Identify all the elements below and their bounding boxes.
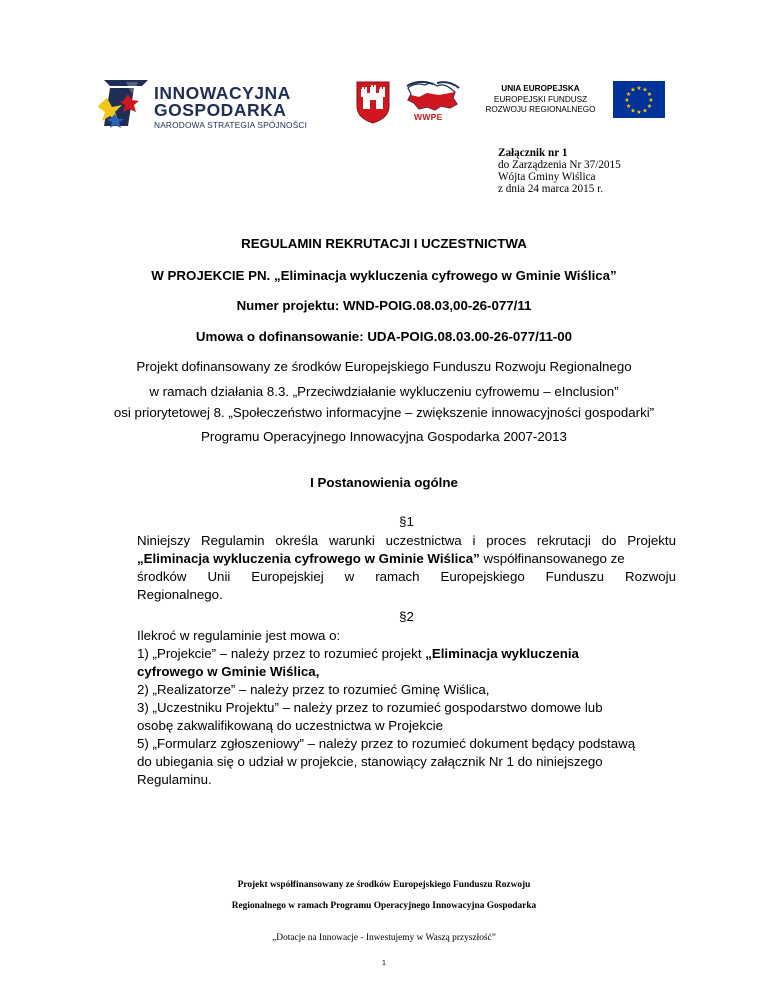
innowacyjna-gospodarka-logo [98, 74, 318, 134]
page-number: 1 [382, 960, 386, 967]
definition-item-3-cont: osobę zakwalifikowaną do uczestnictwa w Projekcie [137, 718, 443, 733]
annex-title: Załącznik nr 1 [498, 147, 568, 159]
svg-text:★: ★ [625, 103, 632, 110]
poland-map-icon [405, 80, 463, 112]
svg-text:★: ★ [636, 109, 642, 116]
svg-text:★: ★ [624, 97, 630, 104]
svg-text:★: ★ [642, 107, 648, 115]
footer-slogan: „Dotacje na Innowacje - Inwestujemy w Waszą przyszłość” [272, 933, 496, 943]
document-title: REGULAMIN REKRUTACJI I UCZESTNICTWA [241, 236, 527, 251]
definition-item-1 [137, 645, 676, 663]
definition-item-2: 2) „Realizatorze” – należy przez to rozumieć Gminę Wiślica, [137, 682, 490, 697]
svg-text:★: ★ [642, 86, 648, 94]
definition-item-3: 3) „Uczestniku Projektu” – należy przez to rozumieć gospodarstwo domowe lub [137, 700, 603, 715]
svg-text:★: ★ [625, 91, 632, 98]
svg-text:★: ★ [636, 85, 642, 92]
definition-item-1-text: 1) „Projekcie” – należy przez to rozumieć projekt [137, 646, 422, 661]
funding-line-2: w ramach działania 8.3. „Przeciwdziałanie wykluczeniu cyfrowemu – eInclusion” [149, 384, 619, 399]
footer-line-2: Regionalnego w ramach Programu Operacyjnego Innowacyjna Gospodarka [231, 901, 537, 911]
paragraph-2-mark: §2 [399, 609, 414, 624]
innowacyjna-gospodarka-emblem-icon [98, 74, 154, 134]
footer-line-1: Projekt współfinansowany ze środków Europejskiego Funduszu Rozwoju [237, 880, 531, 890]
definition-item-5: 5) „Formularz zgłoszeniowy” – należy przez to rozumieć dokument będący podstawą [137, 736, 636, 751]
municipal-crest-logo [355, 80, 391, 124]
funding-line-1: Projekt dofinansowany ze środków Europejskiego Funduszu Rozwoju Regionalnego [136, 359, 632, 374]
logo-gospodarka-title: GOSPODARKA [154, 100, 287, 120]
paragraph-1-line-2 [137, 550, 676, 568]
project-name-bold: „Eliminacja wykluczenia cyfrowego w Gminie Wiślica” [137, 551, 480, 566]
project-number: Numer projektu: WND-POIG.08.03,00-26-077/11 [236, 298, 532, 313]
annex-date: z dnia 24 marca 2015 r. [498, 183, 604, 195]
svg-text:★: ★ [646, 91, 653, 98]
svg-text:★: ★ [630, 107, 636, 115]
coat-of-arms-icon [355, 80, 391, 124]
paragraph-2 [137, 627, 676, 789]
definition-item-5-cont: do ubiegania się o udział w projekcie, stanowiący załącznik Nr 1 do niniejszego [137, 754, 603, 769]
definition-item-1-bold: „Eliminacja wykluczenia [425, 646, 579, 661]
funding-line-4: Programu Operacyjnego Innowacyjna Gospodarka 2007-2013 [201, 429, 567, 444]
annex-order: do Zarządzenia Nr 37/2015 [498, 159, 621, 171]
wwpe-logo [405, 80, 463, 124]
project-name-heading: W PROJEKCIE PN. „Eliminacja wykluczenia cyfrowego w Gminie Wiślica” [151, 268, 617, 283]
paragraph-1-line-4: Regionalnego. [137, 587, 223, 602]
section-title: I Postanowienia ogólne [310, 475, 458, 490]
paragraph-1-mark: §1 [399, 514, 414, 529]
paragraph-1 [137, 532, 676, 604]
svg-text:★: ★ [630, 86, 636, 94]
wwpe-label: WWPE [414, 112, 443, 122]
definition-item-1-cont [137, 663, 676, 681]
paragraph-1-line-1: Niniejszy Regulamin określa warunki uczestnictwa i proces rekrutacji do Projektu [137, 533, 676, 548]
eu-flag-logo [613, 81, 665, 118]
definition-item-5-end: Regulaminu. [137, 772, 212, 787]
definition-item-1-bold-2: cyfrowego w Gminie Wiślica, [137, 664, 320, 679]
annex-note [498, 147, 621, 195]
paragraph-1-line-2-rest: współfinansowanego ze [479, 551, 625, 566]
contract-number: Umowa o dofinansowanie: UDA-POIG.08.03.00-26-077/11-00 [195, 329, 573, 344]
paragraph-1-line-3: środków Unii Europejskiej w ramach Europejskiego Funduszu Rozwoju [137, 569, 676, 584]
eu-fund-label [478, 84, 603, 116]
annex-authority: Wójta Gminy Wiślica [498, 171, 596, 183]
svg-text:★: ★ [646, 103, 653, 110]
logo-strategia-subtitle: NARODOWA STRATEGIA SPÓJNOŚCI [154, 120, 308, 130]
logo-innowacyjna-title: INNOWACYJNA [154, 83, 291, 103]
eu-label-line1: UNIA EUROPEJSKA [501, 84, 580, 93]
svg-text:★: ★ [648, 97, 654, 104]
eu-label-line3: ROZWOJU REGIONALNEGO [485, 105, 596, 114]
paragraph-2-intro: Ilekroć w regulaminie jest mowa o: [137, 628, 341, 643]
eu-flag-icon [613, 81, 665, 118]
funding-line-3: osi priorytetowej 8. „Społeczeństwo informacyjne – zwiększenie innowacyjności gospodarki” [113, 405, 655, 420]
eu-label-line2: EUROPEJSKI FUNDUSZ [493, 94, 588, 104]
